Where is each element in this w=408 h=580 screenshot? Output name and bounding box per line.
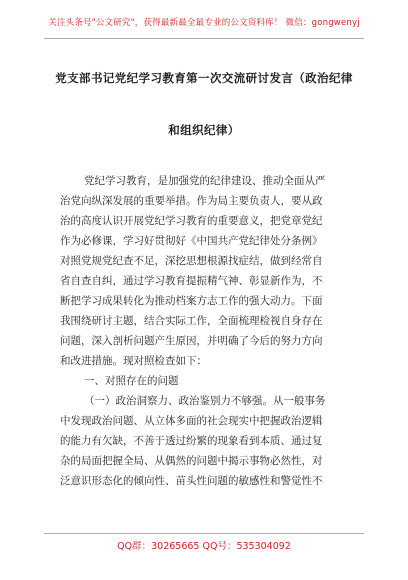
document-title-line-1: 党支部书记党纪学习教育第一次交流研讨发言（政治纪律: [55, 71, 353, 85]
body-line: 中发现政治问题、从立体多面的社会现实中把握政治逻辑: [60, 415, 323, 427]
body-line: 治的高度认识开展党纪学习教育的重要意义，把党章党纪: [60, 215, 323, 227]
body-line: 问题，深入剖析问题产生原因，并明确了今后的努力方向: [60, 335, 323, 347]
body-line: 的能力有欠缺，不善于透过纷繁的现象看到本质、通过复: [60, 435, 323, 447]
body-line: 省自查自纠，通过学习教育提振精气神、彰显新作为，不: [60, 275, 323, 287]
body-line: 杂的局面把握全局、从偶然的问题中揭示事物必然性，对: [60, 455, 323, 467]
document-title-line-2: 和组织纪律）: [168, 123, 240, 137]
header-divider: [44, 38, 364, 39]
body-line: 对照党规党纪查不足，深挖思想根源找症结，做到经常自: [60, 255, 323, 267]
body-line: 和改进措施。现对照检查如下：: [60, 355, 207, 367]
footer-divider: [44, 533, 364, 534]
body-line: 断把学习成果转化为推动档案方志工作的强大动力。下面: [60, 295, 323, 307]
body-line: 泛意识形态化的倾向性、苗头性问题的敏感性和警觉性不: [60, 475, 323, 487]
section-heading: 一、对照存在的问题: [84, 375, 179, 387]
body-line: 治党向纵深发展的重要举措。作为局主要负责人，要从政: [60, 195, 323, 207]
body-line: 我围绕研讨主题，结合实际工作，全面梳理检视自身存在: [60, 315, 323, 327]
footer-contact: QQ群：30265665 QQ号：535304092: [117, 541, 291, 552]
body-line: 作为必修课，学习好贯彻好《中国共产党纪律处分条例》: [60, 235, 323, 247]
header-banner: 关注头条号"公文研究"，获得最新最全最专业的公文资料库！ 微信：gongwenyj: [48, 18, 360, 28]
body-line: 党纪学习教育，是加强党的纪律建设、推动全面从严: [84, 175, 326, 187]
body-line: （一）政治洞察力、政治鉴别力不够强。从一般事务: [84, 395, 326, 407]
